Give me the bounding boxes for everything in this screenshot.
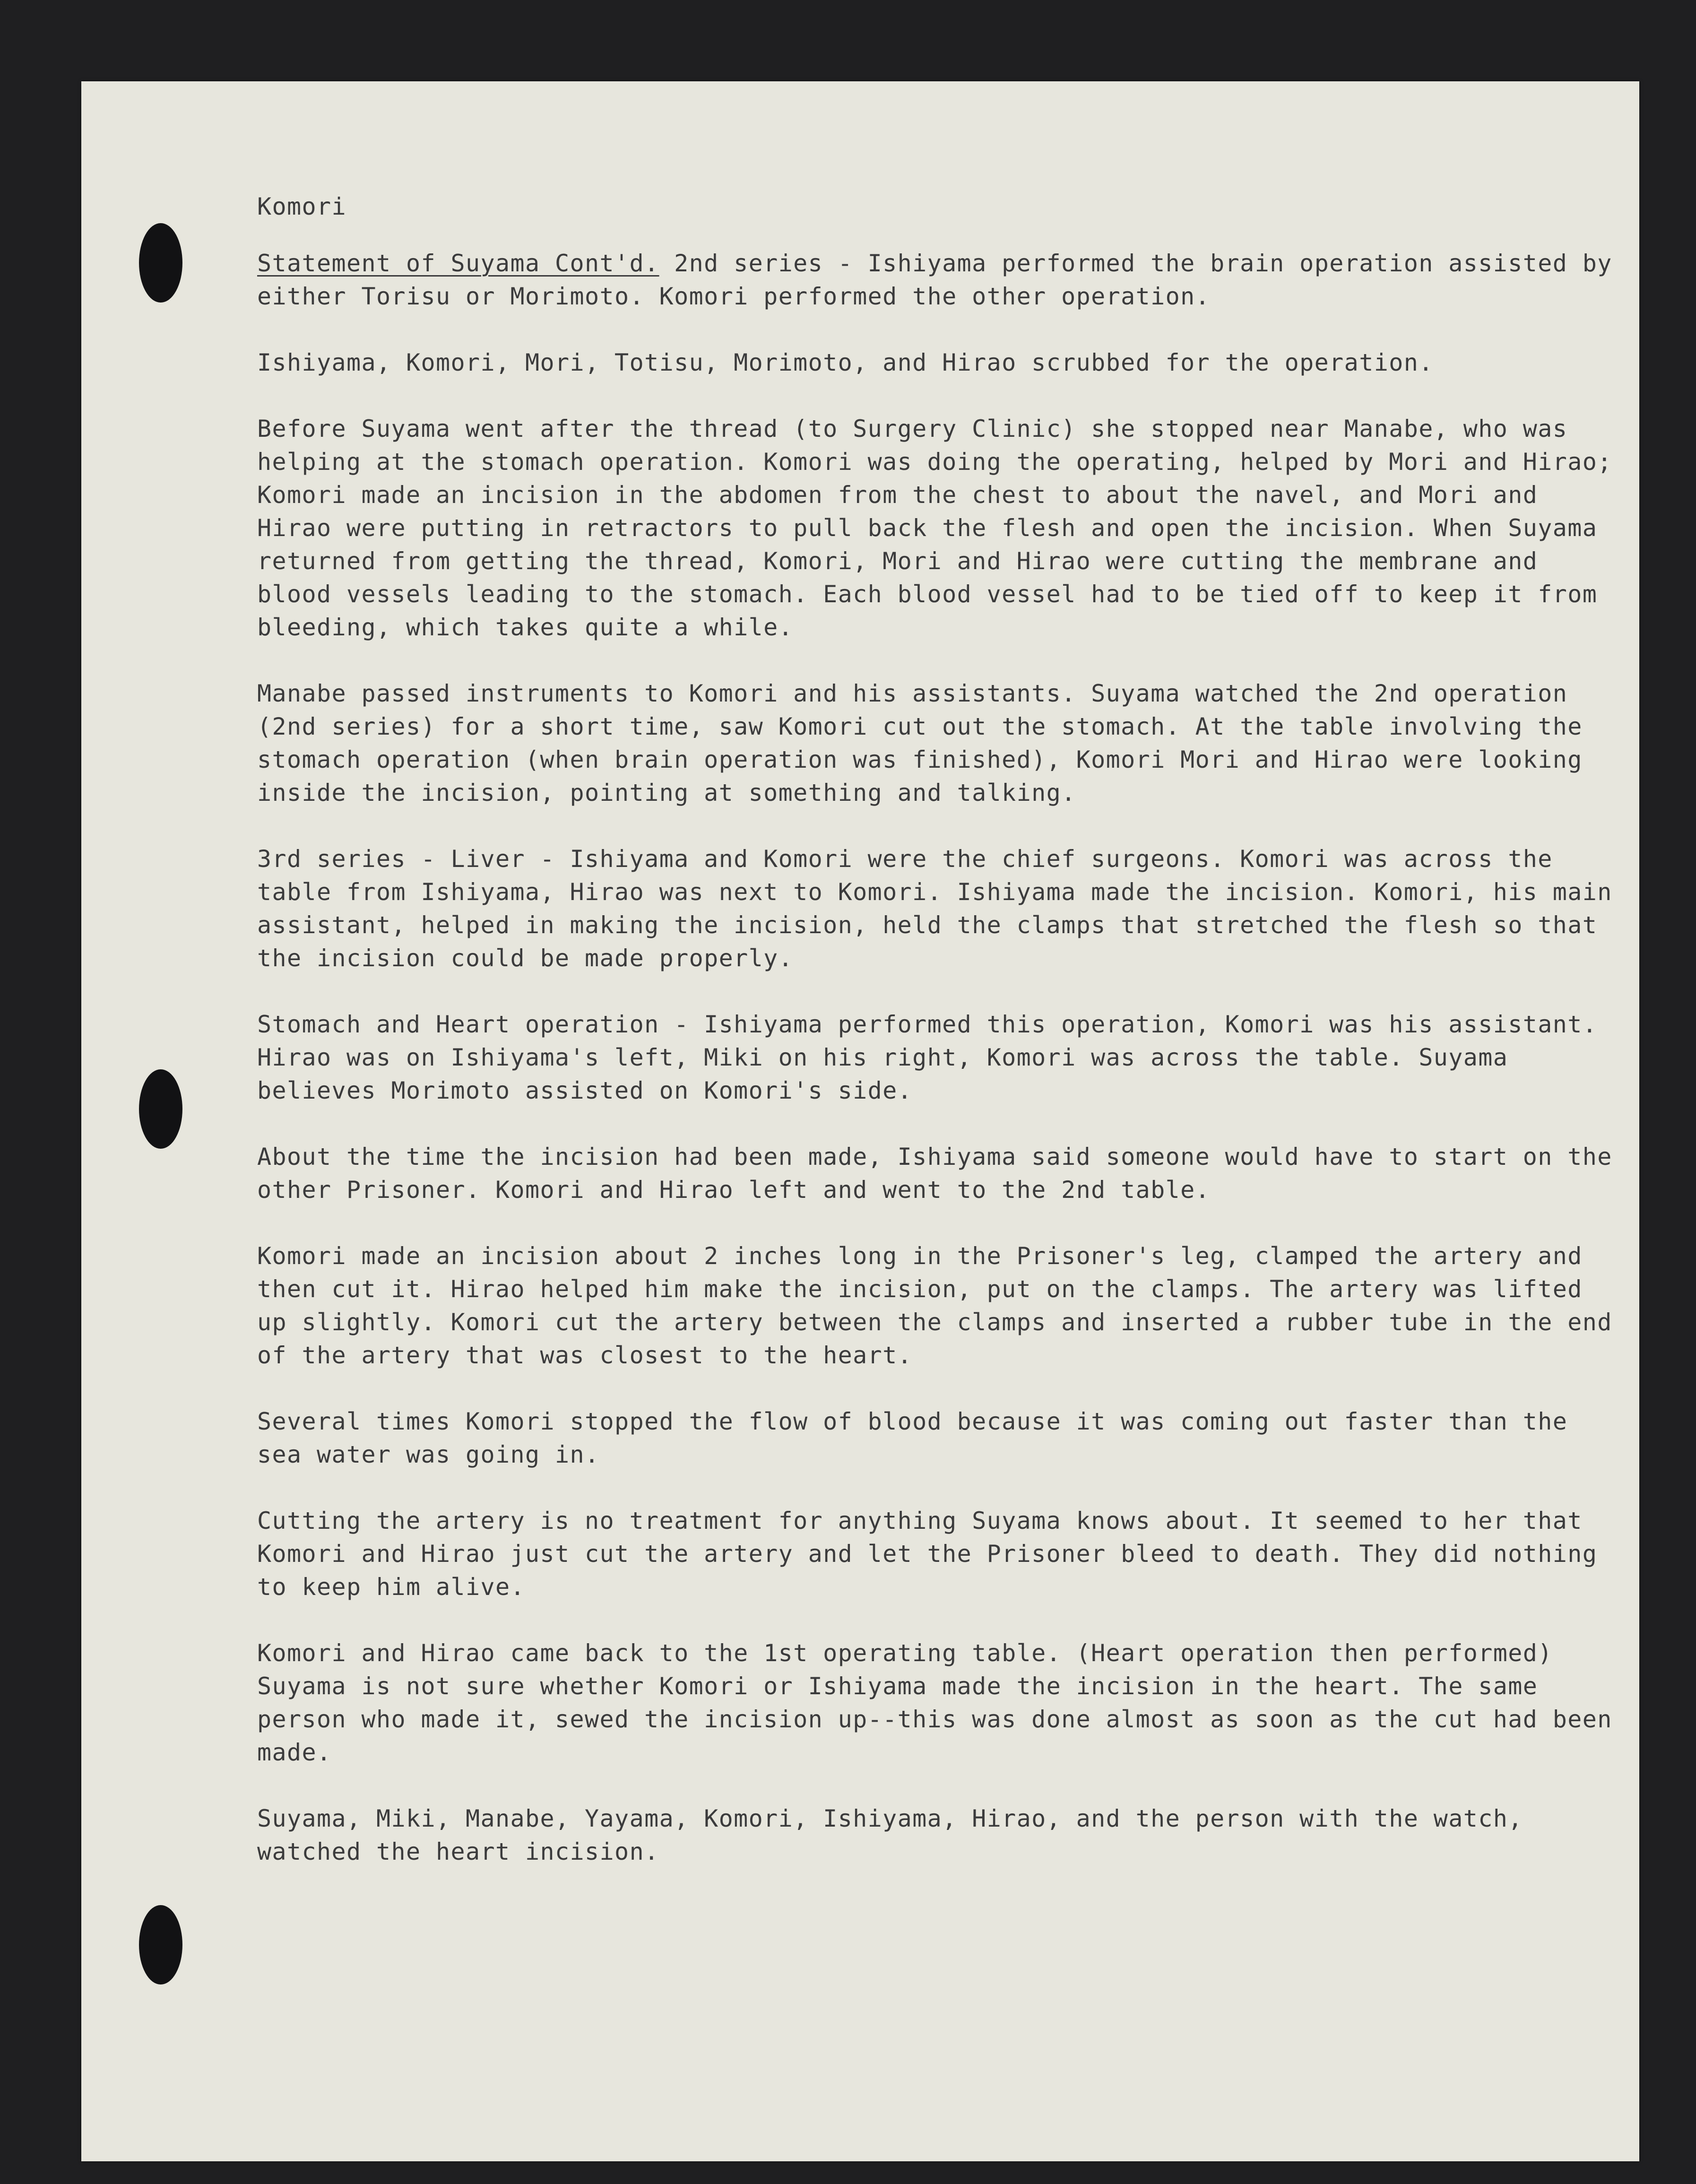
paragraph [257,412,1627,644]
paragraph [257,1504,1618,1603]
document-body [257,190,1627,1901]
paragraph-text: Before Suyama went after the thread (to Surgery Clinic) she stopped near Manabe, who was helping at the stomach operation. Komori was doing the operating, helped by Mori and Hirao; Komori made an incision in the abdomen from the chest to about the navel, and Mori and Hirao were putting in retractors to pull back the flesh and open the incision. When Suyama returned from getting the thread, Komori, Mori and Hirao were cutting the membrane and blood vessels leading to the stomach. Each blood vessel had to be tied off to keep it from bleeding, which takes quite a while. [257,415,1627,641]
paragraph [257,1802,1618,1868]
paragraph [257,1637,1627,1769]
document-heading: Komori [257,193,347,220]
paragraph-text: Several times Komori stopped the flow of blood because it was coming out faster than the sea water was going in. [257,1408,1583,1468]
paragraph-lead: Statement of Suyama Cont'd. [257,250,659,277]
paragraph-text: Manabe passed instruments to Komori and his assistants. Suyama watched the 2nd operation (2nd series) for a short time, saw Komori cut out the stomach. At the table involving the stomach operation (when brain operation was finished), Komori Mori and Hirao were looking inside the incision, pointing at something and talking. [257,680,1598,806]
paragraph-text: Suyama, Miki, Manabe, Yayama, Komori, Ishiyama, Hirao, and the person with the watch, watched the heart incision. [257,1805,1538,1865]
punch-hole [139,1905,182,1985]
paragraph [257,1008,1618,1107]
paragraph [257,677,1618,809]
paragraph-text: About the time the incision had been made, Ishiyama said someone would have to start on the other Prisoner. Komori and Hirao left and went to the 2nd table. [257,1143,1627,1204]
paragraph-text: 2nd series - Ishiyama performed the brain operation assisted by either Torisu or Morimoto. Komori performed the other operation. [257,250,1627,310]
paragraph [257,1405,1618,1471]
document-page [81,81,1639,2161]
paragraph [257,247,1627,313]
paragraph-text: 3rd series - Liver - Ishiyama and Komori were the chief surgeons. Komori was across the table from Ishiyama, Hirao was next to Komori. Ishiyama made the incision. Komori, his main assistant, helped in making the incision, held the clamps that stretched the flesh so that the incision could be made properly. [257,845,1627,972]
paragraph-text: Komori and Hirao came back to the 1st operating table. (Heart operation then performed) Suyama is not sure whether Komori or Ishiyama made the incision in the heart. The same person who made it, sewed the incision up--this was done almost as soon as the cut had been made. [257,1639,1627,1766]
punch-hole [139,1069,182,1149]
paragraph [257,1140,1627,1206]
paragraph [257,842,1627,975]
paragraph-text: Komori made an incision about 2 inches long in the Prisoner's leg, clamped the artery and then cut it. Hirao helped him make the incision, put on the clamps. The artery was lifted up slightly. Komori cut the artery between the clamps and inserted a rubber tube in the end of the artery that was closest to the heart. [257,1242,1627,1369]
paragraph-text: Stomach and Heart operation - Ishiyama performed this operation, Komori was his assistant. Hirao was on Ishiyama's left, Miki on his right, Komori was across the table. Suyama believes Morimoto assisted on Komori's side. [257,1011,1612,1104]
punch-hole [139,223,182,303]
paragraph [257,1239,1627,1372]
paragraph [257,346,1618,379]
paragraph-text: Ishiyama, Komori, Mori, Totisu, Morimoto, and Hirao scrubbed for the operation. [257,349,1434,376]
paragraph-text: Cutting the artery is no treatment for anything Suyama knows about. It seemed to her that Komori and Hirao just cut the artery and let the Prisoner bleed to death. They did nothing to keep him alive. [257,1507,1612,1601]
